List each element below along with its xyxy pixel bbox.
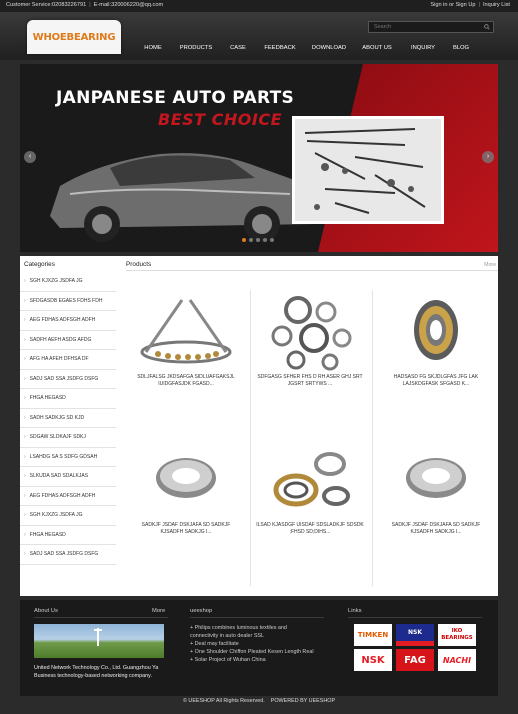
products-heading: Products bbox=[126, 261, 152, 268]
nav-home[interactable]: HOME bbox=[144, 45, 162, 51]
powered-by-link[interactable]: POWERED BY UEESHOP bbox=[270, 698, 336, 704]
category-item[interactable]: › SDGAW SLDKAJF SDKJ bbox=[20, 428, 116, 448]
news-item[interactable]: connectivity in auto dealer SSL bbox=[190, 633, 265, 639]
banner-dot[interactable] bbox=[270, 238, 274, 242]
banner-dot[interactable] bbox=[249, 238, 253, 242]
account-links: Sign in or Sign Up | Inquiry List bbox=[430, 2, 510, 8]
copyright-text: © UEESHOP All Rights Reserved. bbox=[182, 698, 265, 704]
banner-dot[interactable] bbox=[263, 238, 267, 242]
sign-up-link[interactable]: Sign Up bbox=[455, 2, 476, 8]
contact-info: Customer Service:02083226791 | E-mail:320006220@qq.com bbox=[6, 2, 164, 8]
product-card[interactable] bbox=[126, 290, 246, 430]
banner-title: JANPANESE AUTO PARTS bbox=[56, 88, 295, 108]
footer bbox=[20, 600, 498, 696]
cage-bearing-icon bbox=[260, 438, 360, 520]
category-item[interactable]: › SGH KJXZG JSDFA JG bbox=[20, 272, 116, 292]
about-heading: About Us bbox=[34, 608, 58, 614]
car-illustration bbox=[40, 124, 330, 244]
main-nav bbox=[134, 42, 476, 56]
category-item[interactable]: › SADFH AEFH ASDG AFDG bbox=[20, 331, 116, 351]
category-item[interactable]: › AEG FDHAS ADFSGH ADFH bbox=[20, 487, 116, 507]
news-heading: ueeshop bbox=[190, 608, 213, 614]
thrust-ring-icon bbox=[386, 438, 486, 520]
product-card[interactable] bbox=[376, 438, 496, 578]
links-heading: Links bbox=[348, 608, 362, 614]
product-caption[interactable]: SADKJF JSDAF DSKJAFA SD SADKJF KJSADFH SADKJG I... bbox=[141, 522, 231, 535]
product-card[interactable] bbox=[250, 438, 370, 578]
nav-inquiry[interactable]: INQUIRY bbox=[410, 45, 436, 51]
banner-slider[interactable] bbox=[20, 64, 498, 252]
iko-logo[interactable]: IKO BEARINGS bbox=[438, 624, 476, 646]
category-item[interactable]: › SADJ SAD SSA JSDFG DSFG bbox=[20, 370, 116, 390]
fag-logo[interactable]: FAG bbox=[396, 649, 434, 671]
category-item[interactable]: › AFG HA AFEH DFHSA DF bbox=[20, 350, 116, 370]
search-box bbox=[368, 21, 494, 33]
column-divider bbox=[372, 290, 373, 586]
logo-text: WHOEBEARING bbox=[32, 31, 116, 43]
news-item[interactable]: + Philips combines luminous textiles and bbox=[190, 625, 287, 631]
news-list bbox=[190, 624, 324, 664]
category-item[interactable]: › SLKUDA SAD SDALKJAS bbox=[20, 467, 116, 487]
field-image-icon bbox=[34, 624, 164, 658]
about-text: United Network Technology Co., Ltd. Guangzhou Ya Business technology-based networking company. bbox=[34, 665, 159, 679]
auto-parts-photo bbox=[292, 116, 444, 224]
banner-pagination bbox=[242, 238, 274, 242]
thrust-bearing-icon bbox=[136, 290, 236, 372]
products-divider bbox=[126, 270, 498, 271]
category-item[interactable]: › SADH SADKJG SD KJD bbox=[20, 409, 116, 429]
suspension-arms-icon bbox=[295, 119, 441, 221]
search-icon[interactable] bbox=[484, 24, 490, 30]
category-item[interactable]: › LSAHDG SA S SDFG GDSAH bbox=[20, 448, 116, 468]
product-card[interactable] bbox=[250, 290, 370, 430]
nav-about-us[interactable]: ABOUT US bbox=[362, 45, 392, 51]
nav-products[interactable]: PRODUCTS bbox=[179, 45, 213, 51]
timken-logo[interactable]: TIMKEN bbox=[354, 624, 392, 646]
category-list bbox=[20, 272, 116, 565]
brand-logos bbox=[354, 624, 474, 671]
category-item[interactable]: › FHGA HEGASD bbox=[20, 526, 116, 546]
inquiry-list-link[interactable]: Inquiry List bbox=[482, 2, 510, 8]
product-caption[interactable]: ILSAD KJASDGF UISDAF SDSLADKJF SDSDK ;FHSD SD;DIHS... bbox=[256, 522, 364, 535]
contact-email[interactable]: E-mail:320006220@qq.com bbox=[93, 2, 164, 8]
category-item[interactable]: › SFDGASDB EGAES FDHS FDH bbox=[20, 292, 116, 312]
about-more-link[interactable]: More bbox=[152, 608, 166, 614]
banner-next-button[interactable]: › bbox=[482, 151, 494, 163]
nsk-logo[interactable]: NSK bbox=[396, 624, 434, 646]
banner-dot[interactable] bbox=[256, 238, 260, 242]
sign-in-link[interactable]: Sign in or bbox=[430, 2, 455, 8]
nav-case[interactable]: CASE bbox=[230, 45, 246, 51]
nsk-logo[interactable]: NSK bbox=[354, 649, 392, 671]
categories-heading: Categories bbox=[24, 261, 55, 268]
nav-download[interactable]: DOWNLOAD bbox=[311, 45, 347, 51]
copyright-bar bbox=[0, 698, 518, 704]
news-item[interactable]: + Deal may facilitate bbox=[190, 641, 239, 647]
news-item[interactable]: + One Shoulder Chiffon Pleated Kesen Length Real bbox=[190, 649, 314, 655]
products-more-link[interactable]: More bbox=[484, 262, 496, 268]
banner-subtitle: BEST CHOICE bbox=[158, 110, 282, 129]
site-logo[interactable] bbox=[27, 20, 121, 54]
product-caption[interactable]: SADKJF JSDAF DSKJAFA SD SADKJF KJSADFH SADKJG I... bbox=[391, 522, 481, 535]
nav-feedback[interactable]: FEEDBACK bbox=[264, 45, 296, 51]
news-item[interactable]: + Solar Project of Wuhan China bbox=[190, 657, 266, 663]
nachi-logo[interactable]: NACHI bbox=[438, 649, 476, 671]
bearing-parts-icon bbox=[260, 290, 360, 372]
category-item[interactable]: › SADJ SAD SSA JSDFG DSFG bbox=[20, 545, 116, 565]
category-item[interactable]: › FHGA HEGASD bbox=[20, 389, 116, 409]
product-caption[interactable]: SDLJFALSG JKDSAFGA SIDLUAFGAKSJL IUIDGFASJDK FGASD... bbox=[137, 374, 235, 387]
about-image bbox=[34, 624, 164, 658]
footer-divider bbox=[348, 617, 482, 618]
category-item[interactable]: › AEG FDHAS ADFSGH ADFH bbox=[20, 311, 116, 331]
top-bar bbox=[0, 0, 518, 12]
product-card[interactable] bbox=[126, 438, 246, 578]
banner-dot[interactable] bbox=[242, 238, 246, 242]
customer-service: Customer Service:02083226791 bbox=[6, 2, 87, 8]
product-card[interactable] bbox=[376, 290, 496, 430]
category-item[interactable]: › SGH KJXZG JSDFA JG bbox=[20, 506, 116, 526]
search-input[interactable] bbox=[369, 22, 479, 32]
roller-bearing-icon bbox=[386, 290, 486, 372]
product-caption[interactable]: SDFGASG SFHER FHS D RH ASER GHJ SRT JGSRT SRTYWS ... bbox=[257, 374, 363, 387]
footer-divider bbox=[190, 617, 324, 618]
header bbox=[0, 12, 518, 60]
product-caption[interactable]: HADSASD FG SKJDLGFAS JFG LAK LAJSKDGFASK SFGASD K... bbox=[393, 374, 479, 387]
main-content bbox=[20, 256, 498, 596]
banner-prev-button[interactable]: ‹ bbox=[24, 151, 36, 163]
nav-blog[interactable]: BLOG bbox=[452, 45, 470, 51]
thrust-ring-icon bbox=[136, 438, 236, 520]
footer-divider bbox=[34, 617, 168, 618]
